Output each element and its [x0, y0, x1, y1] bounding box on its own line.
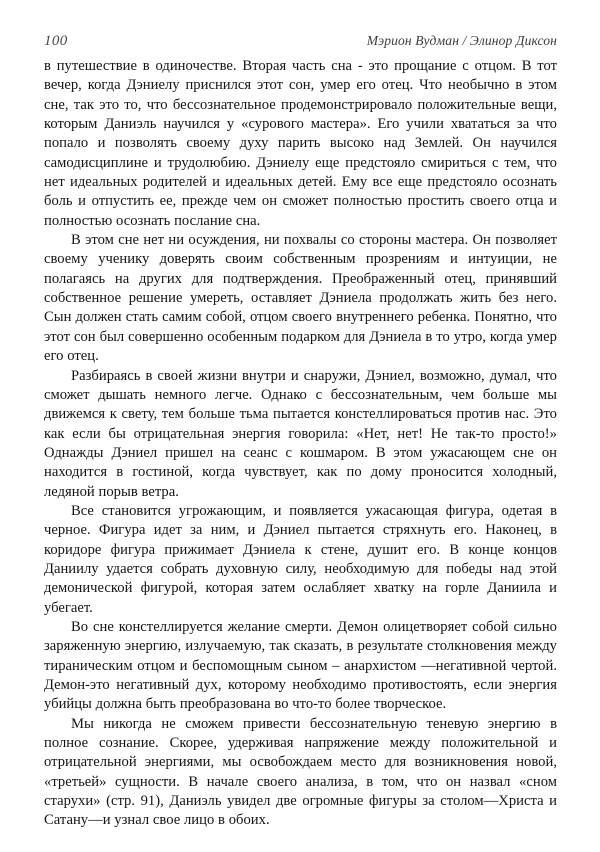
page-number: 100 [44, 33, 68, 49]
paragraph: В этом сне нет ни осуждения, ни похвалы со стороны мастера. Он позволяет своему ученику доверять своим собственным прозрениям и интуиции, не полагаясь на других для подтверждения. Преображенный отец, принявший собственное решение умереть, оставляет Дэниела продолжать жить без него. Сын должен стать самим собой, отцом своего внутреннего ребенка. Понятно, что этот сон был совершенно особенным подарком для Дэниела в то утро, когда умер его отец. [44, 232, 557, 365]
paragraph: Разбираясь в своей жизни внутри и снаружи, Дэниел, возможно, думал, что сможет дышать немного легче. Однако с бессознательным, чем больше мы движемся к свету, тем больше тьма пытается констеллироваться против нас. Это как если бы отрицательная энергия говорила: «Нет, нет! Не так-то просто!» Однажды Дэниел пришел на сеанс с кошмаром. В этом ужасающем сне он находится в гостиной, когда чувствует, как по дому проносится холодный, ледяной порыв ветра. [44, 367, 557, 500]
paragraph: в путешествие в одиночестве. Вторая часть сна - это прощание с отцом. В тот вечер, когда Дэниелу приснился этот сон, умер его отец. Что необычно в этом сне, так это то, что бессознательное продемонстрировало положительные вещи, которым Даниэль научился у «сурового мастера». Его учили хвататься за что попало и позволять своему духу парить высоко над Землей. Он научился самодисциплине и трудолюбию. Дэниелу еще предстояло смириться с тем, что нет идеальных родителей и идеальных детей. Ему все еще предстояло осознать боль и отпустить ее, прежде чем он сможет полностью простить своего отца и полностью осознать послание сна. [44, 58, 557, 229]
running-head [44, 33, 557, 53]
paragraph: Во сне констеллируется желание смерти. Демон олицетворяет собой сильно заряженную энергию, излучаемую, так сказать, в результате столкновения между тираническим отцом и беспомощным сыном – анархистом —негативной чертой. Демон-это негативный дух, которому необходимо противостоять, если энергия убийцы должна быть преобразована во что-то более творческое. [44, 618, 557, 713]
body-text-block [44, 57, 557, 831]
running-head-authors: Мэрион Вудман / Элинор Диксон [366, 33, 557, 48]
paragraph: Мы никогда не сможем привести бессознательную теневую энергию в полное сознание. Скорее, удерживая напряжение между положительной и отрицательной энергиями, мы освобождаем место для возникновения новой, «третьей» сущности. В начале своего анализа, в том, что он назвал «сном старухи» (стр. 91), Даниэль увидел две огромные фигуры за столом—Христа и Сатану—и узнал свое лицо в обоих. [44, 715, 557, 829]
paragraph: Все становится угрожающим, и появляется ужасающая фигура, одетая в черное. Фигура идет за ним, и Дэниел пытается стряхнуть его. Наконец, в коридоре фигура прижимает Дэниела к стене, душит его. В конце концов Даниилу удается собрать духовную силу, необходимую для победы над этой демонической фигурой, которая затем ослабляет хватку на горле Даниила и убегает. [44, 502, 557, 616]
